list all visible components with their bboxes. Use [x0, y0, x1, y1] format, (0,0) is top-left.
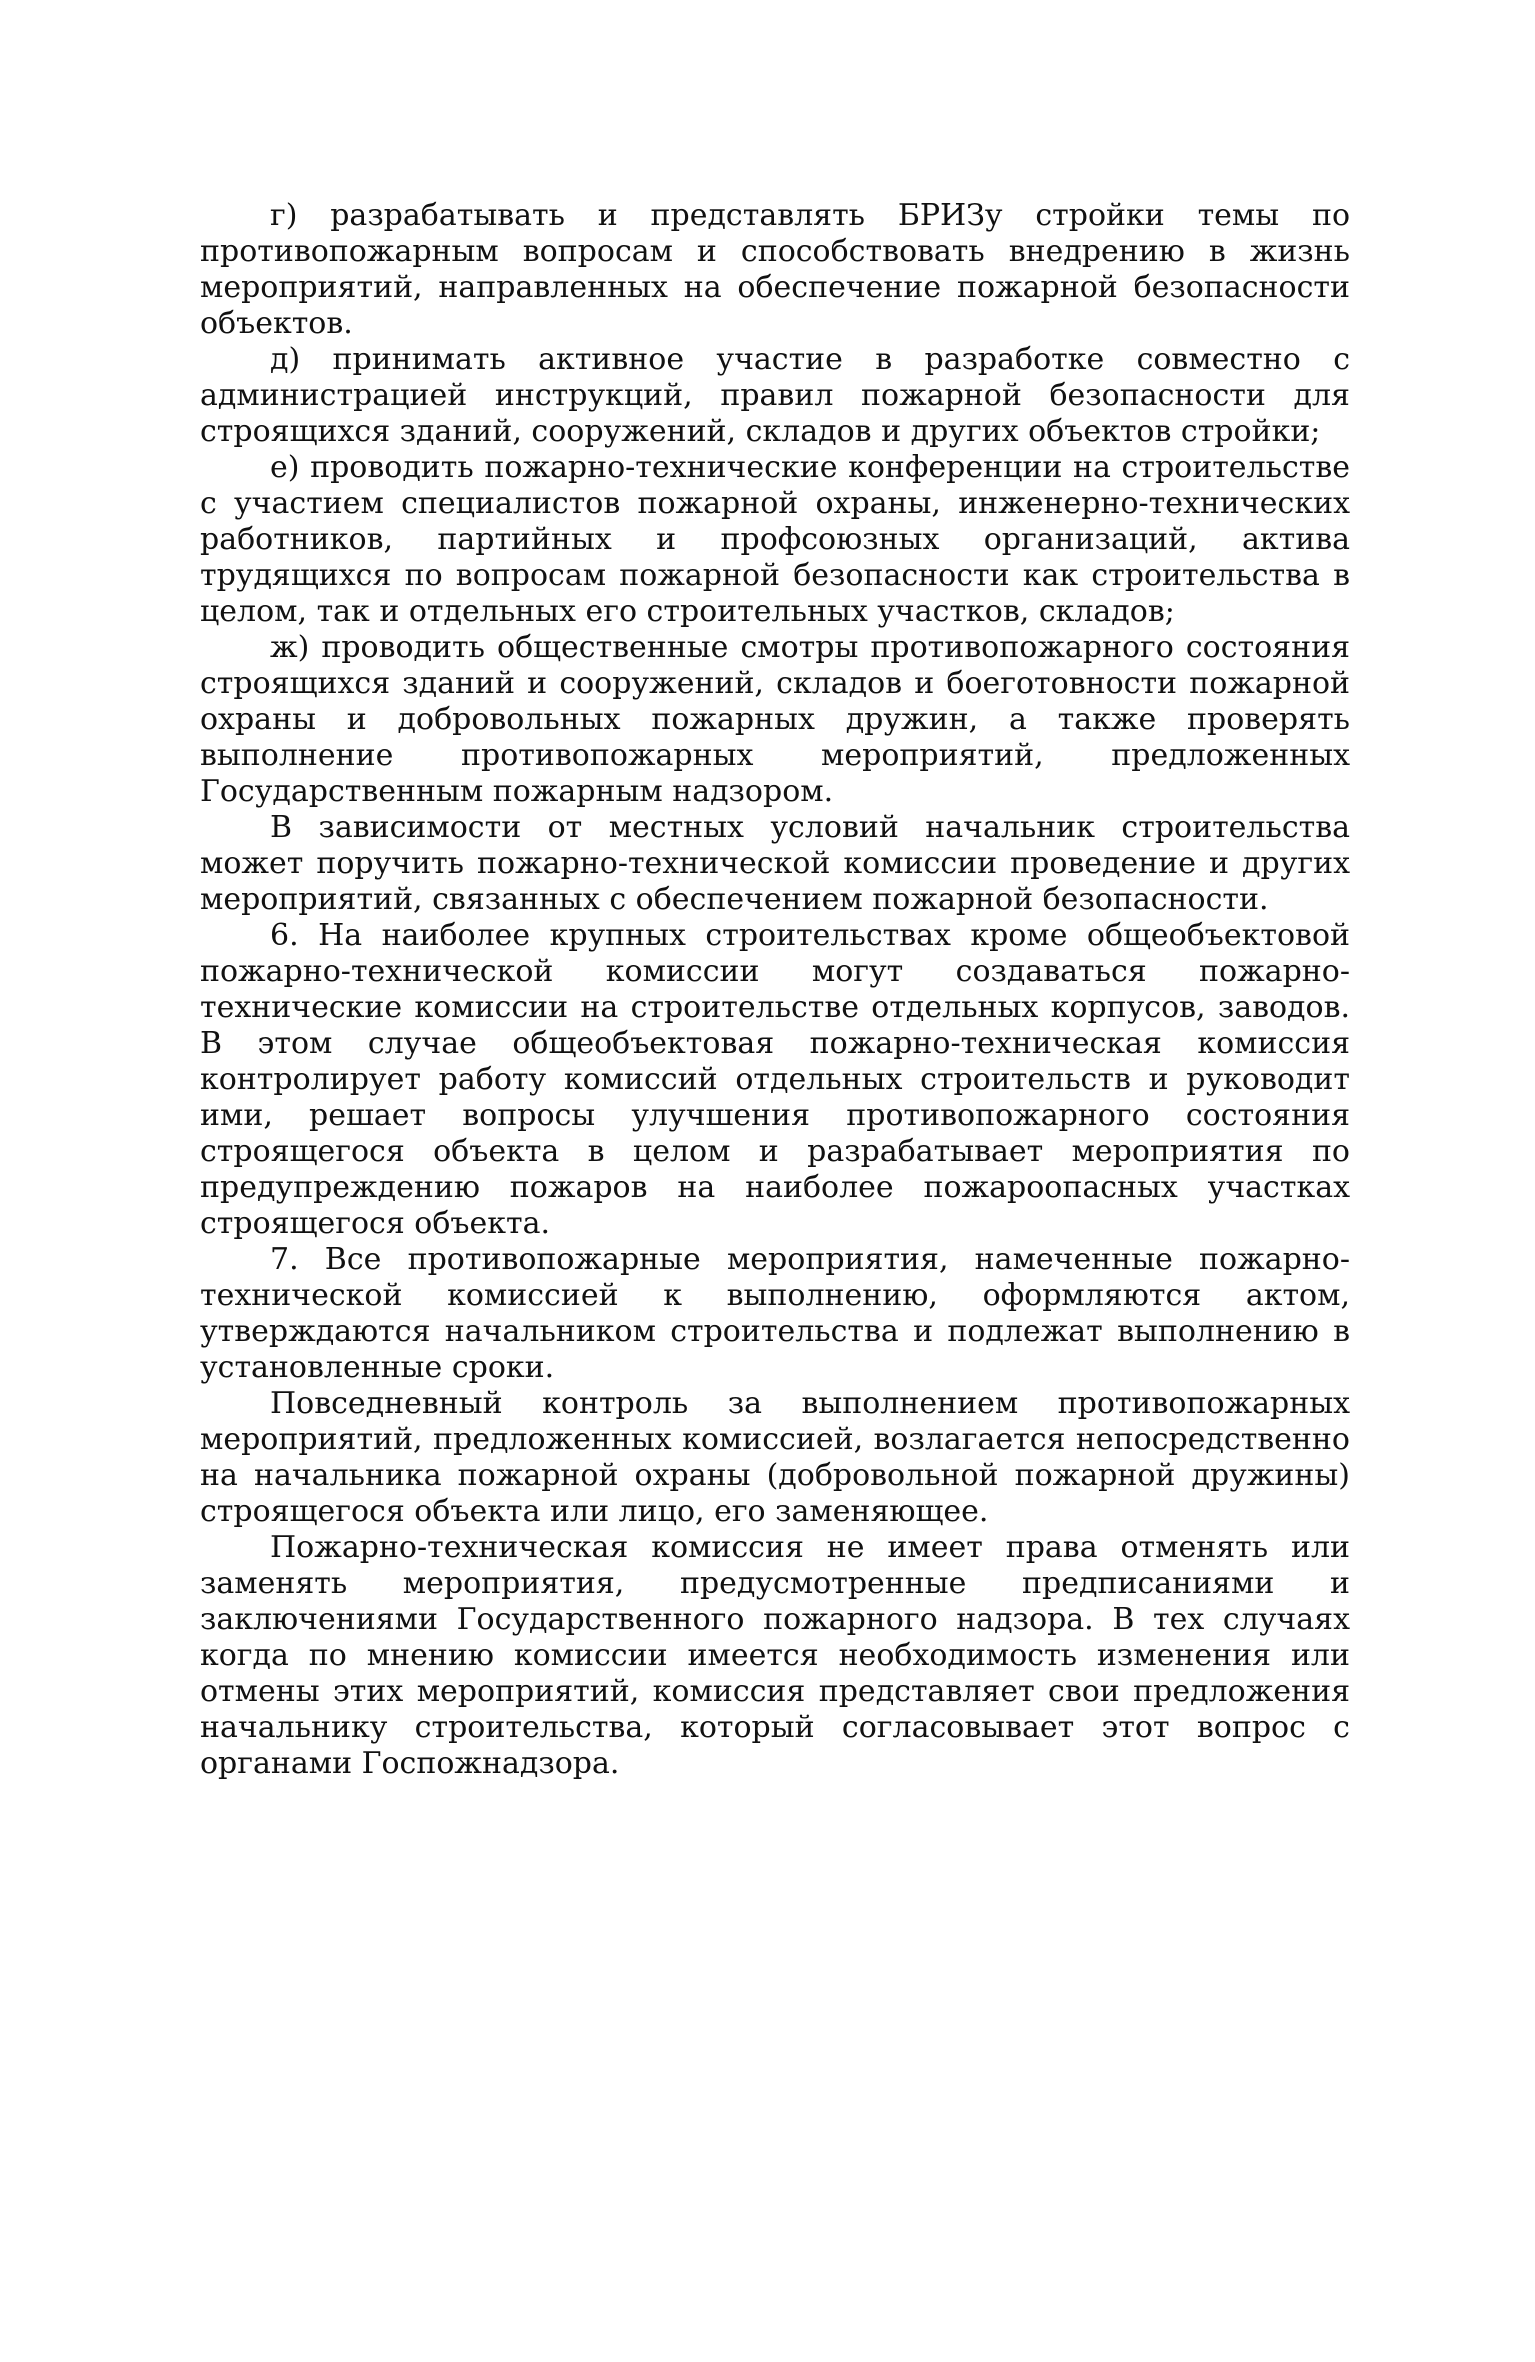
paragraph-local-conditions: В зависимости от местных условий начальник строительства может поручить пожарно-технической комиссии проведение и других мероприятий, связанных с обеспечением пожарной безопасности. [200, 810, 1350, 917]
paragraph-e: е) проводить пожарно-технические конференции на строительстве с участием специалистов пожарной охраны, инженерно-технических работников, партийных и профсоюзных организаций, актива трудящихся по вопросам пожарной безопасности как строительства в целом, так и отдельных его строительных участков, складов; [200, 450, 1350, 629]
document-page [200, 198, 1350, 1782]
paragraph-g: г) разрабатывать и представлять БРИЗу стройки темы по противопожарным вопросам и способствовать внедрению в жизнь мероприятий, направленных на обеспечение пожарной безопасности объектов. [200, 198, 1350, 341]
paragraph-zh: ж) проводить общественные смотры противопожарного состояния строящихся зданий и сооружений, складов и боеготовности пожарной охраны и добровольных пожарных дружин, а также проверять выполнение противопожарных мероприятий, предложенных Государственным пожарным надзором. [200, 630, 1350, 809]
paragraph-commission-rights: Пожарно-техническая комиссия не имеет права отменять или заменять мероприятия, предусмотренные предписаниями и заключениями Государственного пожарного надзора. В тех случаях когда по мнению комиссии имеется необходимость изменения или отмены этих мероприятий, комиссия представляет свои предложения начальнику строительства, который согласовывает этот вопрос с органами Госпожнадзора. [200, 1530, 1350, 1781]
paragraph-item-7: 7. Все противопожарные мероприятия, намеченные пожарно-технической комиссией к выполнению, оформляются актом, утверждаются начальником строительства и подлежат выполнению в установленные сроки. [200, 1242, 1350, 1385]
paragraph-daily-control: Повседневный контроль за выполнением противопожарных мероприятий, предложенных комиссией, возлагается непосредственно на начальника пожарной охраны (добровольной пожарной дружины) строящегося объекта или лицо, его заменяющее. [200, 1386, 1350, 1529]
paragraph-item-6: 6. На наиболее крупных строительствах кроме общеобъектовой пожарно-технической комиссии могут создаваться пожарно-технические комиссии на строительстве отдельных корпусов, заводов. В этом случае общеобъектовая пожарно-техническая комиссия контролирует работу комиссий отдельных строительств и руководит ими, решает вопросы улучшения противопожарного состояния строящегося объекта в целом и разрабатывает мероприятия по предупреждению пожаров на наиболее пожароопасных участках строящегося объекта. [200, 918, 1350, 1241]
paragraph-d: д) принимать активное участие в разработке совместно с администрацией инструкций, правил пожарной безопасности для строящихся зданий, сооружений, складов и других объектов стройки; [200, 342, 1350, 449]
